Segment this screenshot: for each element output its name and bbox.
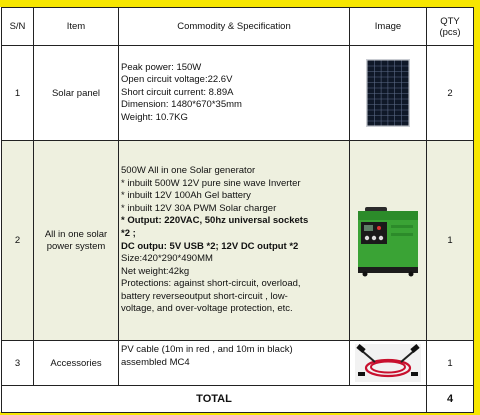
pv-cable-image <box>350 341 427 386</box>
spec-line: Net weight:42kg <box>121 265 190 277</box>
row-sn: 1 <box>2 46 34 141</box>
top-yellow-border <box>0 0 480 7</box>
spec-line: Short circuit current: 8.89A <box>121 86 234 98</box>
solar-generator-icon <box>355 205 421 277</box>
header-spec: Commodity & Specification <box>119 8 350 46</box>
solar-panel-icon <box>366 59 410 127</box>
table-row <box>2 46 474 141</box>
total-row <box>2 386 474 413</box>
spec-line: assembled MC4 <box>121 356 190 368</box>
header-sn: S/N <box>2 8 34 46</box>
header-qty <box>427 8 474 46</box>
row-sn: 3 <box>2 341 34 386</box>
spec-line: PV cable (10m in red , and 10m in black) <box>121 344 293 355</box>
row-qty: 2 <box>427 46 474 141</box>
spec-line: Weight: 10.7KG <box>121 111 188 123</box>
row-item <box>34 141 119 341</box>
row-sn: 2 <box>2 141 34 341</box>
spec-line: Dimension: 1480*670*35mm <box>121 99 242 111</box>
row-spec <box>119 141 350 341</box>
header-qty-line2: (pcs) <box>439 26 461 38</box>
pv-cable-icon <box>355 344 421 382</box>
solar-panel-image <box>350 46 427 141</box>
total-qty: 4 <box>427 386 474 413</box>
spec-line: 500W All in one Solar generator <box>121 164 256 176</box>
row-item-line2: power system <box>46 240 106 252</box>
row-item-line1: All in one solar <box>44 228 108 240</box>
table-row <box>2 341 474 386</box>
header-item: Item <box>34 8 119 46</box>
right-yellow-border <box>474 0 480 415</box>
row-item: Accessories <box>34 341 119 386</box>
spec-line: battery reverseoutput short-circuit , low- <box>121 290 288 302</box>
header-image: Image <box>350 8 427 46</box>
total-label: TOTAL <box>2 386 427 413</box>
row-qty: 1 <box>427 141 474 341</box>
solar-generator-image <box>350 141 427 341</box>
spec-line: * inbuilt 500W 12V pure sine wave Inverter <box>121 177 301 189</box>
spec-line: * inbuilt 12V 100Ah Gel battery <box>121 190 251 202</box>
spec-line: Protections: against short-circuit, overload, <box>121 278 301 290</box>
spec-line: * Output: 220VAC, 50hz universal sockets <box>121 215 309 227</box>
spec-line: *2 ; <box>121 227 136 239</box>
row-spec <box>119 46 350 141</box>
spec-line: Open circuit voltage:22.6V <box>121 74 233 86</box>
spec-line: DC outpu: 5V USB *2; 12V DC output *2 <box>121 240 299 252</box>
spec-line: voltage, and over-voltage protection, etc. <box>121 303 293 315</box>
row-qty: 1 <box>427 341 474 386</box>
spec-line: Peak power: 150W <box>121 61 202 73</box>
row-spec <box>119 341 350 386</box>
spec-line: * inbuilt 12V 30A PWM Solar charger <box>121 202 277 214</box>
header-qty-line1: QTY <box>440 15 460 27</box>
table-row <box>2 141 474 341</box>
row-item: Solar panel <box>34 46 119 141</box>
spec-line: Size:420*290*490MM <box>121 253 213 265</box>
commodity-table <box>1 7 474 413</box>
table-header-row <box>2 8 474 46</box>
